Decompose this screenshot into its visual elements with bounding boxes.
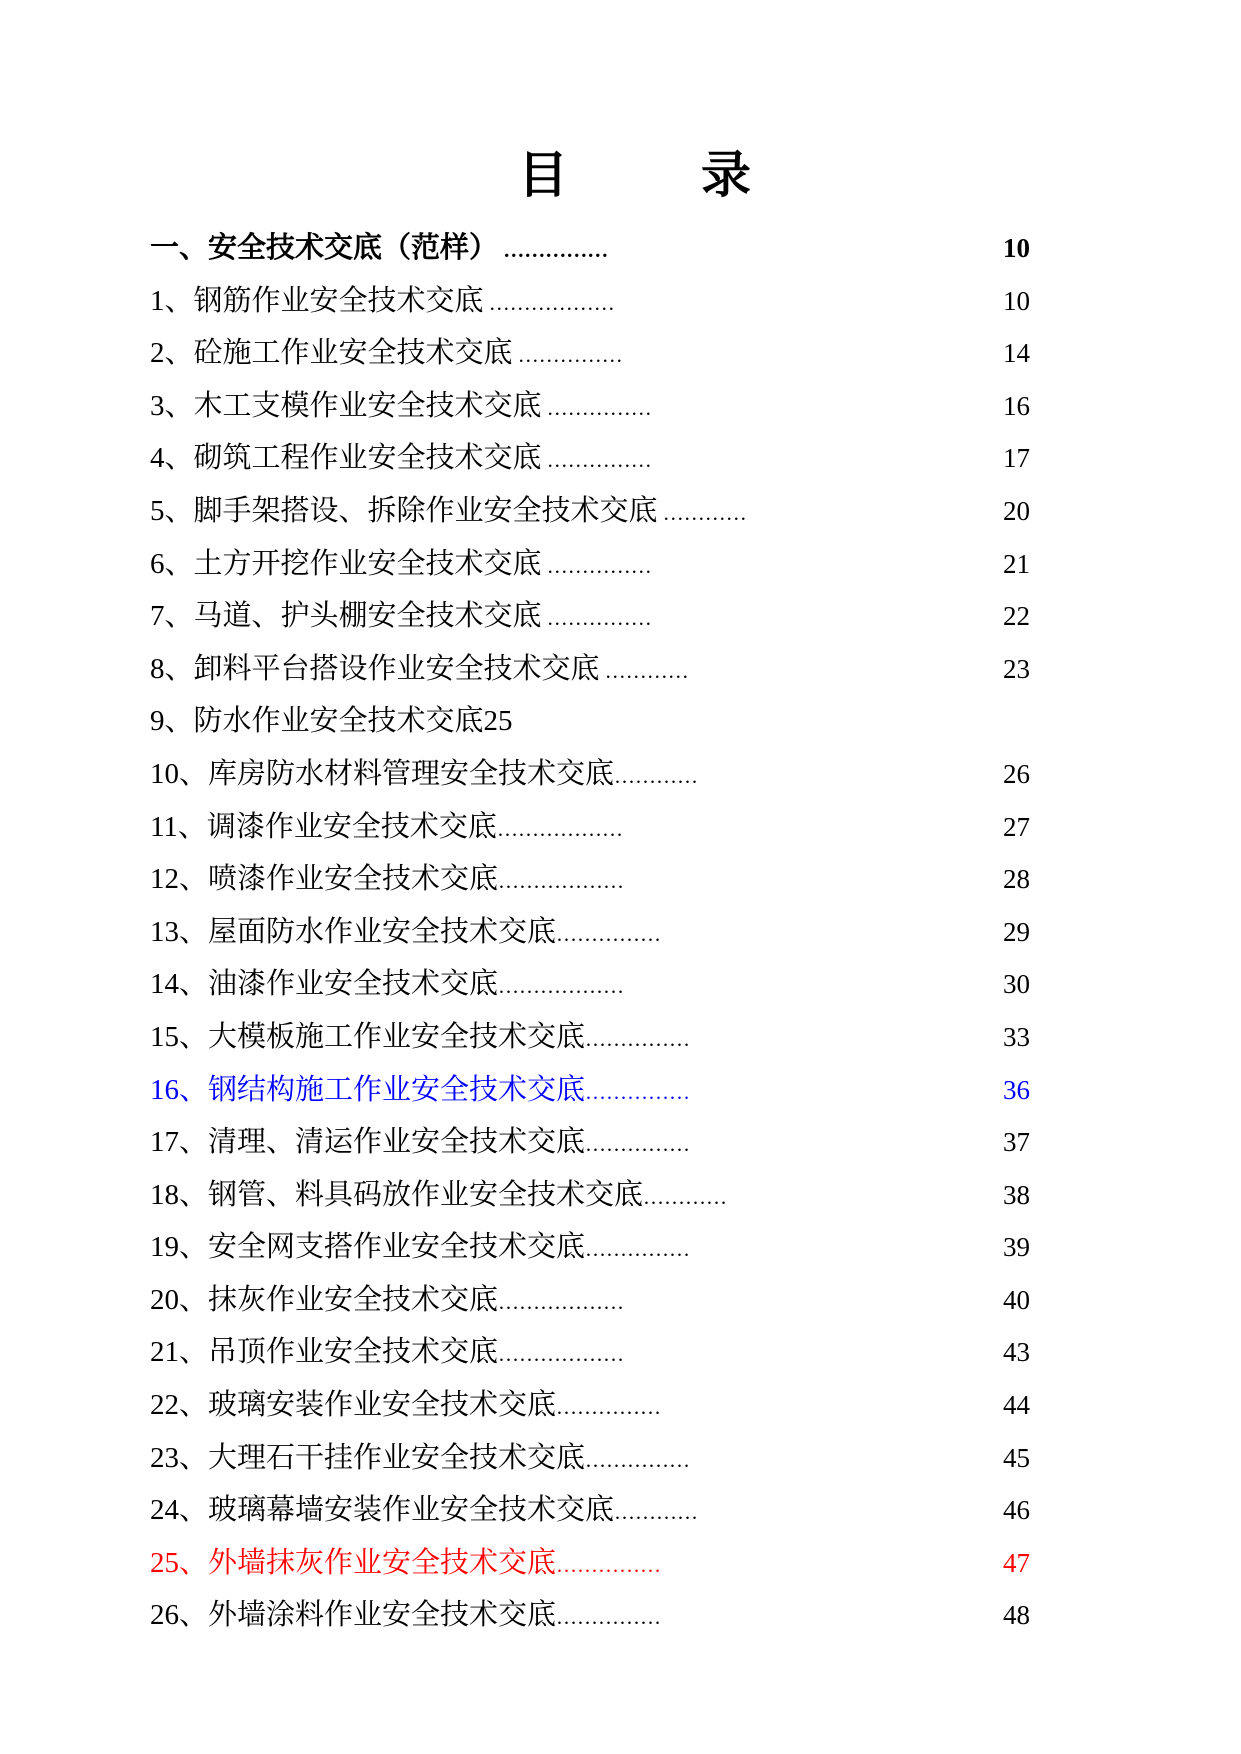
toc-entry-page-number: 16 [1003, 390, 1030, 421]
toc-entry [150, 485, 1030, 538]
toc-entry-page-number: 33 [1003, 1021, 1030, 1052]
toc-entry-leader: …………… [585, 1079, 691, 1104]
toc-entry-label: 12、喷漆作业安全技术交底 [150, 863, 499, 896]
toc-entry [150, 1169, 1030, 1222]
toc-entry-label: 一、安全技术交底（范样） [150, 232, 499, 264]
toc-entry-page-number: 40 [1003, 1284, 1030, 1315]
toc-entry [150, 1537, 1030, 1590]
toc-entry-page-number: 10 [1003, 233, 1030, 263]
toc-entry-label: 26、外墙涂料作业安全技术交底 [150, 1599, 557, 1632]
toc-entry [150, 1379, 1030, 1432]
toc-entry [150, 1432, 1030, 1485]
toc-entry-label: 1、钢筋作业安全技术交底 [150, 284, 484, 317]
toc-entry-page-number: 28 [1003, 864, 1030, 895]
toc-entry-page-number: 17 [1003, 443, 1030, 474]
toc-entry-leader: ………… [599, 658, 689, 683]
toc-entry-page-number: 48 [1003, 1600, 1030, 1631]
toc-entry-label: 11、调漆作业安全技术交底 [150, 810, 497, 843]
toc-entry-leader: …………… [512, 343, 623, 368]
toc-entry-leader: ……………… [498, 1289, 625, 1314]
toc-entry-leader: ………… [643, 1184, 728, 1209]
toc-entry-leader: …………… [585, 1026, 691, 1051]
toc-entry [150, 380, 1030, 433]
toc-entry-leader: ……………… [496, 816, 623, 841]
toc-entry-leader: …………… [541, 395, 652, 420]
toc-entry-page-number: 44 [1003, 1390, 1030, 1421]
toc-entry-label: 22、玻璃安装作业安全技术交底 [150, 1389, 557, 1422]
toc-entry-leader: …………… [541, 606, 652, 631]
toc-entry-page-number: 22 [1003, 601, 1030, 632]
toc-entry-label: 17、清理、清运作业安全技术交底 [150, 1126, 586, 1159]
toc-entry-leader: …………… [585, 1447, 691, 1472]
toc-entry [150, 958, 1030, 1011]
toc-entry-page-number: 39 [1003, 1232, 1030, 1263]
toc-entry-page-number: 26 [1003, 758, 1030, 789]
toc-entry-page-number: 43 [1003, 1337, 1030, 1368]
toc-entry-leader: …………… [556, 1605, 662, 1630]
toc-entry-page-number: 36 [1003, 1074, 1030, 1105]
toc-entry-leader: ………… [657, 500, 747, 525]
page-title: 目 录 [518, 147, 762, 203]
toc-entry [150, 1011, 1030, 1064]
toc-entry-page-number: 46 [1003, 1495, 1030, 1526]
toc-entry [150, 538, 1030, 591]
toc-entry [150, 1064, 1030, 1117]
toc-entry-leader: …………… [585, 1237, 691, 1262]
toc-entry-page-number: 45 [1003, 1442, 1030, 1473]
toc-entry-page-number: 20 [1003, 495, 1030, 526]
toc-entry-label: 6、土方开挖作业安全技术交底 [150, 547, 542, 580]
toc-entry [150, 906, 1030, 959]
toc-entry [150, 801, 1030, 854]
toc-entry-page-number: 38 [1003, 1179, 1030, 1210]
toc-entry [150, 643, 1030, 696]
toc-entry-label: 4、砌筑工程作业安全技术交底 [150, 442, 542, 475]
toc-entry-label: 14、油漆作业安全技术交底 [150, 968, 499, 1001]
toc-entry-leader: …………… [498, 238, 609, 262]
toc-entry-leader: …………… [541, 553, 652, 578]
toc-entry [150, 590, 1030, 643]
toc-entry [150, 1221, 1030, 1274]
toc-entry-label: 18、钢管、料具码放作业安全技术交底 [150, 1178, 644, 1211]
toc-entry [150, 432, 1030, 485]
toc-entry-leader: ……………… [498, 974, 625, 999]
toc-entry-label: 25、外墙抹灰作业安全技术交底 [150, 1546, 557, 1579]
toc-entry-label: 20、抹灰作业安全技术交底 [150, 1283, 499, 1316]
toc-entry-page-number: 30 [1003, 969, 1030, 1000]
toc-entry-label: 19、安全网支搭作业安全技术交底 [150, 1231, 586, 1264]
toc-entry [150, 1116, 1030, 1169]
toc-entry-page-number: 14 [1003, 338, 1030, 369]
toc-entry-page-number: 10 [1003, 285, 1030, 316]
toc-entry-label: 7、马道、护头棚安全技术交底 [150, 600, 542, 633]
toc-entry-label: 23、大理石干挂作业安全技术交底 [150, 1441, 586, 1474]
toc-entry-page-number: 21 [1003, 548, 1030, 579]
toc-entry [150, 853, 1030, 906]
toc-entry [150, 327, 1030, 380]
toc-entry-page-number: 27 [1003, 811, 1030, 842]
toc-entry-label: 3、木工支模作业安全技术交底 [150, 389, 542, 422]
toc-entry-leader: …………… [556, 1395, 662, 1420]
toc-entry-label: 10、库房防水材料管理安全技术交底 [150, 757, 615, 790]
toc-entry-label: 16、钢结构施工作业安全技术交底 [150, 1073, 586, 1106]
toc-entry-leader: ………… [614, 763, 699, 788]
toc-entry-label: 24、玻璃幕墙安装作业安全技术交底 [150, 1494, 615, 1527]
toc-entry-page-number: 47 [1003, 1547, 1030, 1578]
toc-entry-leader: ……………… [483, 290, 615, 315]
toc-entry-leader: …………… [541, 448, 652, 473]
toc-entry-leader: ………… [614, 1500, 699, 1525]
toc-entry-leader: …………… [585, 1132, 691, 1157]
toc-entry-label: 21、吊顶作业安全技术交底 [150, 1336, 499, 1369]
toc-entry-leader: …………… [556, 1552, 662, 1577]
toc-entry [150, 275, 1030, 328]
toc-entry-page-number: 23 [1003, 653, 1030, 684]
toc-entry [150, 1274, 1030, 1327]
toc-entry-leader: …………… [556, 921, 662, 946]
toc-entry-leader: ……………… [498, 869, 625, 894]
toc-entry-leader: ……………… [498, 1342, 625, 1367]
toc-entry [150, 748, 1030, 801]
toc-entry [150, 1589, 1030, 1642]
toc-entry-label: 15、大模板施工作业安全技术交底 [150, 1020, 586, 1053]
toc-entry-label: 9、防水作业安全技术交底25 [150, 705, 513, 738]
toc-entry-label: 8、卸料平台搭设作业安全技术交底 [150, 652, 600, 685]
toc-entry-label: 2、砼施工作业安全技术交底 [150, 337, 513, 370]
toc-entry-page-number: 37 [1003, 1127, 1030, 1158]
toc-entry-label: 13、屋面防水作业安全技术交底 [150, 915, 557, 948]
table-of-contents [150, 222, 1030, 1642]
toc-entry [150, 1484, 1030, 1537]
toc-entry-label: 5、脚手架搭设、拆除作业安全技术交底 [150, 494, 658, 527]
toc-entry [150, 222, 1030, 275]
toc-entry [150, 1326, 1030, 1379]
toc-entry-page-number: 29 [1003, 916, 1030, 947]
toc-entry [150, 695, 1030, 748]
